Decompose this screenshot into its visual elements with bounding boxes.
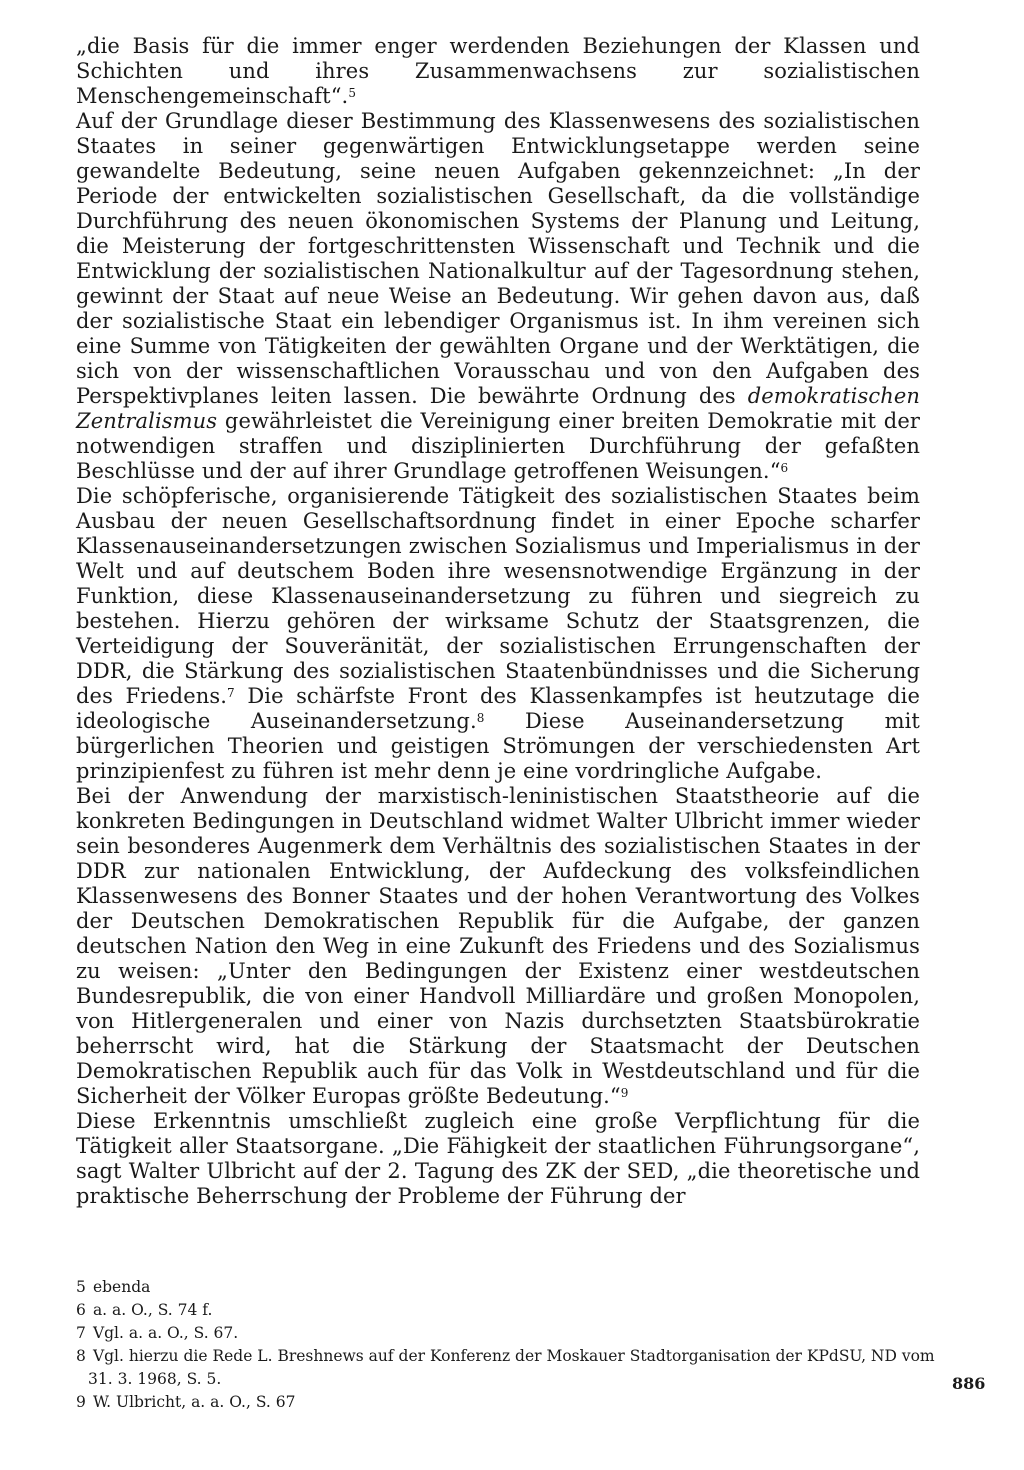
footnote-text: W. Ulbricht, a. a. O., S. 67 bbox=[92, 1393, 296, 1411]
page-number: 886 bbox=[952, 1374, 986, 1393]
footnote-text: ebenda bbox=[92, 1278, 151, 1296]
text-segment: Bei der Anwendung der marxistisch-leninistischen Staatstheorie auf die konkreten Bedingungen in Deutschland widmet Walter Ulbricht immer wieder sein besonderes Augenmerk dem Verhältnis des sozialistischen Staates in der DDR zur nationalen Entwicklung, der Aufdeckung des volksfeindlichen Klassenwesens des Bonner Staates und der hohen Verantwortung des Volkes der Deutschen Demokratischen Republik für die Aufgabe, der ganzen deutschen Nation den Weg in eine Zukunft des Friedens und des Sozialismus zu weisen: „Unter den Bedingungen der Existenz einer westdeutschen Bundesrepublik, die von einer Handvoll Milliardäre und großen Monopolen, von Hitlergeneralen und einer von Nazis durchsetzten Staatsbürokratie beherrscht wird, hat die Stärkung der Staatsmacht der Deutschen Demokratischen Republik auch für das Volk in Westdeutschland und für die Sicherheit der Völker Europas größte Bedeutung.“ bbox=[76, 784, 920, 1108]
text-segment: Auf der Grundlage dieser Bestimmung des Klassenwesens des sozialistischen Staates in seiner gegenwärtigen Entwicklungsetappe werden seine gewandelte Bedeutung, seine neuen Aufgaben gekennzeichnet: „In der Periode der entwickelten sozialistischen Gesellschaft, da die vollständige Durchführung des neuen ökonomischen Systems der Planung und Leitung, die Meisterung der fortgeschrittensten Wissenschaft und Technik und die Entwicklung der sozialistischen Nationalkultur auf der Tagesordnung stehen, gewinnt der Staat auf neue Weise an Bedeutung. Wir gehen davon aus, daß der sozialistische Staat ein lebendiger Organismus ist. In ihm vereinen sich eine Summe von Tätigkeiten der gewählten Organe und der Werktätigen, die sich von der wissenschaftlichen Vorausschau und von den Aufgaben des Perspektivplanes leiten lassen. Die bewährte Ordnung des bbox=[76, 109, 920, 408]
text-segment: Die schärfste Front des Klassenkampfes ist heutzutage die ideologische Auseinandersetzung. bbox=[76, 684, 920, 733]
paragraph-p3 bbox=[76, 484, 920, 784]
text-segment: Die schöpferische, organisierende Tätigkeit des sozialistischen Staates beim Ausbau der neuen Gesellschaftsordnung findet in einer Epoche scharfer Klassenauseinandersetzungen zwischen Sozialismus und Imperialismus in der Welt und auf deutschem Boden ihre wesensnotwendige Ergänzung in der Funktion, diese Klassenauseinandersetzung zu führen und siegreich zu bestehen. Hierzu gehören der wirksame Schutz der Staatsgrenzen, die Verteidigung der Souveränität, der sozialistischen Errungenschaften der DDR, die Stärkung des sozialistischen Staatenbündnisses und die Sicherung des Friedens. bbox=[76, 484, 920, 708]
footnote-number: 7 bbox=[76, 1324, 86, 1342]
paragraph-p1 bbox=[76, 34, 920, 109]
footnote-item bbox=[76, 1299, 936, 1322]
text-segment: Diese Auseinandersetzung mit bürgerlichen Theorien und geistigen Strömungen der verschiedensten Art prinzipienfest zu führen ist mehr denn je eine vordringliche Aufgabe. bbox=[76, 709, 920, 783]
footnote-number: 5 bbox=[76, 1278, 86, 1296]
paragraph-p5 bbox=[76, 1109, 920, 1209]
footnote-number: 9 bbox=[76, 1393, 86, 1411]
footnote-marker: 7 bbox=[227, 686, 235, 700]
footnote-item bbox=[76, 1276, 936, 1299]
text-segment: Diese Erkenntnis umschließt zugleich eine große Verpflichtung für die Tätigkeit aller Staatsorgane. „Die Fähigkeit der staatlichen Führungsorgane“, sagt Walter Ulbricht auf der 2. Tagung des ZK der SED, „die theoretische und praktische Beherrschung der Probleme der Führung der bbox=[76, 1109, 920, 1208]
body-text bbox=[76, 34, 920, 1209]
footnote-marker: 6 bbox=[780, 461, 789, 475]
footnote-marker: 9 bbox=[620, 1086, 629, 1100]
footnote-marker: 8 bbox=[476, 711, 485, 725]
footnote-item bbox=[76, 1391, 936, 1414]
footnote-text: Vgl. a. a. O., S. 67. bbox=[92, 1324, 239, 1342]
text-segment: „die Basis für die immer enger werdenden Beziehungen der Klassen und Schichten und ihres Zusammenwachsens zur sozialistischen Menschengemeinschaft“. bbox=[76, 34, 920, 108]
footnote-item bbox=[76, 1322, 936, 1345]
footnote-number: 8 bbox=[76, 1347, 86, 1365]
footnotes bbox=[76, 1276, 936, 1414]
paragraph-p4 bbox=[76, 784, 920, 1109]
paragraph-p2 bbox=[76, 109, 920, 484]
footnote-marker: 5 bbox=[348, 86, 357, 100]
footnote-item bbox=[76, 1345, 936, 1391]
text-segment: gewährleistet die Vereinigung einer breiten Demokratie mit der notwendigen straffen und disziplinierten Durchführung der gefaßten Beschlüsse und der auf ihrer Grundlage getroffenen Weisungen.“ bbox=[76, 409, 920, 483]
footnote-number: 6 bbox=[76, 1301, 86, 1319]
footnote-text: Vgl. hierzu die Rede L. Breshnews auf der Konferenz der Moskauer Stadtorganisation der KPdSU, ND vom 31. 3. 1968, S. 5. bbox=[88, 1347, 935, 1388]
emphasis-text: demokratischen Zentralismus bbox=[76, 384, 920, 433]
footnote-text: a. a. O., S. 74 f. bbox=[92, 1301, 213, 1319]
